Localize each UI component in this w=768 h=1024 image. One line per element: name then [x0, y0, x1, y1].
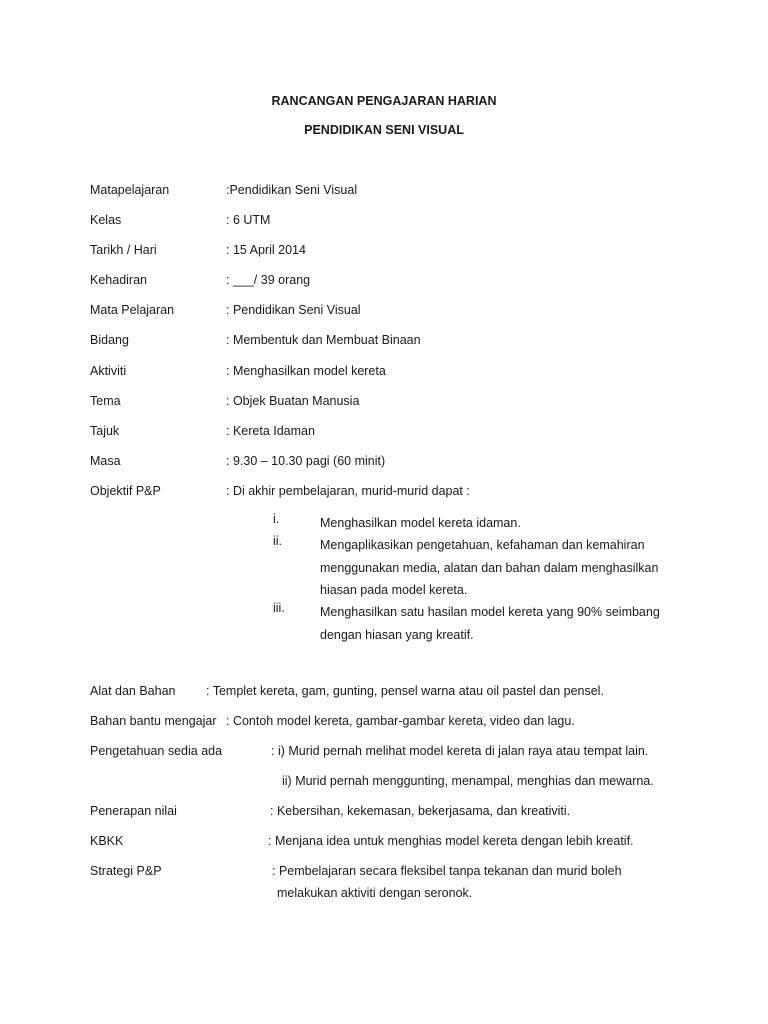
field-value: : Pendidikan Seni Visual [226, 303, 361, 317]
field-label: Kehadiran [90, 273, 147, 287]
field-label: Mata Pelajaran [90, 303, 175, 317]
field-value: : Membentuk dan Membuat Binaan [226, 333, 421, 347]
objective-text: Menghasilkan satu hasilan model kereta yang 90% seimbang [320, 605, 660, 619]
field-label: Bidang [90, 333, 129, 347]
objective-number: i. [273, 512, 280, 526]
objective-text: hiasan pada model kereta. [320, 583, 468, 597]
nilai-value: : Kebersihan, kekemasan, bekerjasama, dan kreativiti. [270, 804, 571, 818]
field-value: : 6 UTM [226, 213, 271, 227]
field-value: : 15 April 2014 [226, 243, 306, 257]
sedia-label: Pengetahuan sedia ada [90, 744, 223, 758]
sedia-value: : i) Murid pernah melihat model kereta di jalan raya atau tempat lain. [271, 744, 649, 758]
sedia-value: ii) Murid pernah menggunting, menampal, menghias dan mewarna. [282, 774, 654, 788]
field-label: Masa [90, 454, 121, 468]
strategi-value: : Pembelajaran secara fleksibel tanpa tekanan dan murid boleh [272, 864, 622, 878]
field-value: : Objek Buatan Manusia [226, 394, 360, 408]
kbkk-label: KBKK [90, 834, 124, 848]
field-value: : Menghasilkan model kereta [226, 364, 386, 378]
document-title: RANCANGAN PENGAJARAN HARIAN [271, 94, 497, 108]
objective-number: iii. [273, 601, 285, 615]
field-value: : Di akhir pembelajaran, murid-murid dapat : [226, 484, 470, 498]
strategi-label: Strategi P&P [90, 864, 162, 878]
field-label: Aktiviti [90, 364, 127, 378]
field-value: : Kereta Idaman [226, 424, 315, 438]
document-subtitle: PENDIDIKAN SENI VISUAL [304, 123, 464, 137]
objective-text: Mengaplikasikan pengetahuan, kefahaman dan kemahiran [320, 538, 645, 552]
bantu-label: Bahan bantu mengajar [90, 714, 217, 728]
alat-label: Alat dan Bahan [90, 684, 176, 698]
objective-text: Menghasilkan model kereta idaman. [320, 516, 521, 530]
field-label: Tajuk [90, 424, 120, 438]
field-label: Tarikh / Hari [90, 243, 157, 257]
objective-text: menggunakan media, alatan dan bahan dalam menghasilkan [320, 560, 659, 575]
field-label: Matapelajaran [90, 183, 170, 197]
kbkk-value: : Menjana idea untuk menghias model kereta dengan lebih kreatif. [268, 834, 634, 848]
strategi-value: melakukan aktiviti dengan seronok. [277, 886, 473, 900]
objective-text: dengan hiasan yang kreatif. [320, 627, 474, 642]
field-value: : 9.30 – 10.30 pagi (60 minit) [226, 454, 386, 468]
field-label: Tema [90, 394, 121, 408]
objective-number: ii. [273, 534, 283, 548]
field-value: : ___/ 39 orang [226, 273, 311, 287]
field-label: Kelas [90, 213, 122, 227]
alat-value: : Templet kereta, gam, gunting, pensel warna atau oil pastel dan pensel. [206, 684, 604, 698]
bantu-value: : Contoh model kereta, gambar-gambar kereta, video dan lagu. [226, 714, 575, 728]
nilai-label: Penerapan nilai [90, 804, 177, 818]
field-value: :Pendidikan Seni Visual [226, 183, 358, 197]
field-label: Objektif P&P [90, 484, 161, 498]
